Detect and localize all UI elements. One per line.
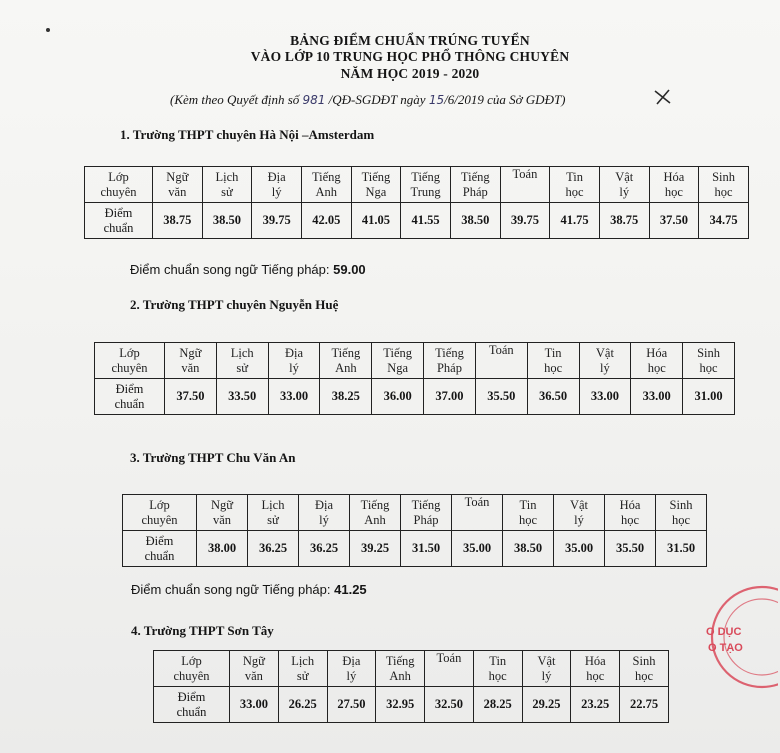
score-cell: 35.50 [605, 531, 656, 567]
decision-prefix: (Kèm theo Quyết định số [170, 92, 300, 107]
subject-header-cell: Tiếng Pháp [401, 495, 452, 531]
score-row [95, 379, 735, 415]
row-label-diem-chuan: Điểm chuẩn [123, 531, 197, 567]
decision-suffix: /6/2019 của Sở GDĐT) [444, 92, 566, 107]
score-cell: 38.00 [197, 531, 248, 567]
school-3-bilingual-note [131, 582, 367, 597]
school-2-score-table [94, 342, 735, 415]
score-cell: 33.00 [230, 687, 279, 723]
subject-header-cell: Ngữ văn [165, 343, 217, 379]
subject-header-row [95, 343, 735, 379]
score-cell: 31.00 [683, 379, 735, 415]
subject-header-cell: Toán [452, 495, 503, 531]
score-cell: 35.00 [452, 531, 503, 567]
note-value: 59.00 [333, 262, 366, 277]
subject-header-cell: Ngữ văn [197, 495, 248, 531]
row-label-diem-chuan: Điểm chuẩn [95, 379, 165, 415]
score-cell: 39.25 [350, 531, 401, 567]
subject-header-cell: Tiếng Nga [372, 343, 424, 379]
subject-header-cell: Vật lý [579, 343, 631, 379]
decision-day: 15 [428, 93, 445, 107]
subject-header-cell: Sinh học [620, 651, 669, 687]
school-4-score-table [153, 650, 669, 723]
decision-number: 981 [302, 93, 326, 107]
score-row [123, 531, 707, 567]
score-cell: 39.75 [252, 203, 302, 239]
score-cell: 36.50 [527, 379, 579, 415]
school-1-bilingual-note [130, 262, 366, 277]
row-label-lop-chuyen: Lớp chuyên [95, 343, 165, 379]
subject-header-cell: Ngữ văn [153, 167, 203, 203]
score-cell: 36.25 [248, 531, 299, 567]
score-cell: 31.50 [401, 531, 452, 567]
decision-reference [170, 92, 566, 108]
score-cell: 41.55 [401, 203, 451, 239]
score-cell: 42.05 [301, 203, 351, 239]
decision-mid: /QĐ-SGDĐT ngày [328, 92, 426, 107]
row-label-lop-chuyen: Lớp chuyên [123, 495, 197, 531]
subject-header-cell: Hóa học [571, 651, 620, 687]
score-cell: 41.05 [351, 203, 401, 239]
stamp-text-2: O TẠO [708, 642, 743, 654]
school-1-score-table [84, 166, 749, 239]
subject-header-row [154, 651, 669, 687]
score-cell: 32.95 [376, 687, 425, 723]
score-cell: 38.50 [450, 203, 500, 239]
score-cell: 28.25 [473, 687, 522, 723]
score-row [154, 687, 669, 723]
subject-header-cell: Ngữ văn [230, 651, 279, 687]
score-cell: 38.50 [503, 531, 554, 567]
row-label-diem-chuan: Điểm chuẩn [154, 687, 230, 723]
subject-header-cell: Tiếng Anh [376, 651, 425, 687]
school-3-title: 3. Trường THPT Chu Văn An [130, 450, 296, 465]
subject-header-cell: Vật lý [554, 495, 605, 531]
score-cell: 37.50 [649, 203, 699, 239]
score-cell: 37.50 [165, 379, 217, 415]
score-cell: 33.00 [268, 379, 320, 415]
school-2-title: 2. Trường THPT chuyên Nguyễn Huệ [130, 297, 339, 312]
school-3-score-table [122, 494, 707, 567]
note-value: 41.25 [334, 582, 367, 597]
score-cell: 27.50 [327, 687, 376, 723]
subject-header-cell: Lịch sử [278, 651, 327, 687]
score-cell: 36.25 [299, 531, 350, 567]
score-cell: 31.50 [656, 531, 707, 567]
subject-header-cell: Toán [500, 167, 550, 203]
subject-header-cell: Toán [425, 651, 474, 687]
score-cell: 26.25 [278, 687, 327, 723]
subject-header-cell: Hóa học [605, 495, 656, 531]
school-1-title: 1. Trường THPT chuyên Hà Nội –Amsterdam [120, 127, 375, 142]
score-cell: 22.75 [620, 687, 669, 723]
subject-header-cell: Tiếng Nga [351, 167, 401, 203]
subject-header-cell: Lịch sử [202, 167, 252, 203]
note-label: Điểm chuẩn song ngữ Tiếng pháp: [130, 262, 334, 277]
subject-header-cell: Địa lý [327, 651, 376, 687]
score-cell: 38.75 [153, 203, 203, 239]
doc-school-year: NĂM HỌC 2019 - 2020 [340, 66, 480, 81]
subject-header-cell: Sinh học [699, 167, 749, 203]
score-cell: 35.00 [554, 531, 605, 567]
score-cell: 32.50 [425, 687, 474, 723]
subject-header-cell: Vật lý [522, 651, 571, 687]
score-cell: 38.25 [320, 379, 372, 415]
score-cell: 33.00 [579, 379, 631, 415]
subject-header-cell: Lịch sử [216, 343, 268, 379]
score-cell: 35.50 [475, 379, 527, 415]
subject-header-cell: Hóa học [649, 167, 699, 203]
score-row [85, 203, 749, 239]
doc-title: BẢNG ĐIỂM CHUẨN TRÚNG TUYỂN [290, 33, 530, 48]
score-cell: 41.75 [550, 203, 600, 239]
subject-header-cell: Tiếng Pháp [424, 343, 476, 379]
subject-header-cell: Hóa học [631, 343, 683, 379]
subject-header-cell: Tiếng Anh [301, 167, 351, 203]
row-label-lop-chuyen: Lớp chuyên [154, 651, 230, 687]
score-cell: 33.50 [216, 379, 268, 415]
subject-header-cell: Địa lý [268, 343, 320, 379]
score-cell: 23.25 [571, 687, 620, 723]
score-cell: 33.00 [631, 379, 683, 415]
subject-header-cell: Sinh học [656, 495, 707, 531]
score-cell: 38.50 [202, 203, 252, 239]
subject-header-cell: Tin học [527, 343, 579, 379]
subject-header-cell: Toán [475, 343, 527, 379]
subject-header-cell: Tin học [473, 651, 522, 687]
score-cell: 29.25 [522, 687, 571, 723]
school-4-title: 4. Trường THPT Sơn Tây [131, 623, 274, 638]
subject-header-cell: Vật lý [599, 167, 649, 203]
score-cell: 36.00 [372, 379, 424, 415]
subject-header-cell: Tiếng Trung [401, 167, 451, 203]
row-label-lop-chuyen: Lớp chuyên [85, 167, 153, 203]
score-cell: 34.75 [699, 203, 749, 239]
subject-header-cell: Tiếng Anh [320, 343, 372, 379]
handwritten-x-mark [652, 88, 674, 106]
score-cell: 37.00 [424, 379, 476, 415]
doc-title-line2: VÀO LỚP 10 TRUNG HỌC PHỔ THÔNG CHUYÊN [250, 49, 570, 64]
official-red-stamp [700, 585, 778, 695]
subject-header-cell: Tiếng Pháp [450, 167, 500, 203]
subject-header-row [123, 495, 707, 531]
stamp-text-1: O DỤC [706, 626, 742, 638]
subject-header-row [85, 167, 749, 203]
score-cell: 39.75 [500, 203, 550, 239]
subject-header-cell: Tin học [503, 495, 554, 531]
subject-header-cell: Lịch sử [248, 495, 299, 531]
score-cell: 38.75 [599, 203, 649, 239]
subject-header-cell: Địa lý [252, 167, 302, 203]
ink-dot [46, 28, 50, 32]
row-label-diem-chuan: Điểm chuẩn [85, 203, 153, 239]
note-label: Điểm chuẩn song ngữ Tiếng pháp: [131, 582, 335, 597]
subject-header-cell: Tin học [550, 167, 600, 203]
subject-header-cell: Sinh học [683, 343, 735, 379]
subject-header-cell: Địa lý [299, 495, 350, 531]
subject-header-cell: Tiếng Anh [350, 495, 401, 531]
